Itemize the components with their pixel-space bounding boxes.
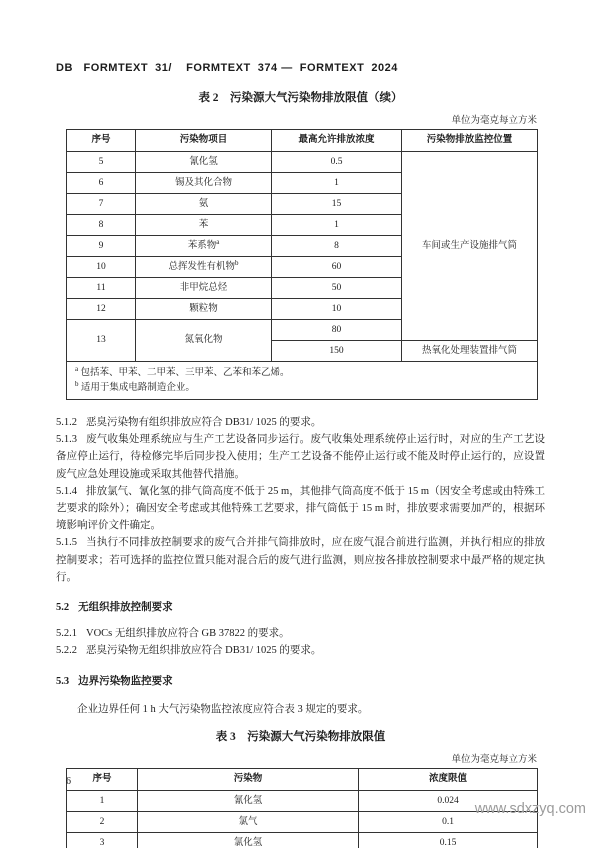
section-5-1-5: 5.1.5 当执行不同排放控制要求的废气合并排气筒排放时，应在废气混合前进行监测，并执行相应的排放控制要求；若可选择的监控位置只能对混合后的废气进行监测，则应按各排放控制要求中最严格的规定执行。 <box>56 537 545 583</box>
cell-no: 3 <box>67 833 138 848</box>
footnote-marker: a <box>216 237 220 246</box>
page-number: 6 <box>66 776 71 787</box>
cell-item: 氰化氢 <box>138 791 359 812</box>
section-heading-5-3: 5.3 边界污染物监控要求 <box>56 675 173 687</box>
section-5-3-body: 企业边界任何 1 h 大气污染物监控浓度应符合表 3 规定的要求。 <box>77 703 369 715</box>
table-row <box>67 833 538 848</box>
cell-item: 氨 <box>136 194 272 215</box>
table3-header-no: 序号 <box>67 769 138 791</box>
table3-boundary-limits <box>66 768 538 848</box>
cell-item: 苯系物$^a$ <box>136 236 272 257</box>
cell-value: 10 <box>272 299 402 320</box>
cell-no: 6 <box>67 173 136 194</box>
section-5-2-1: 5.2.1 VOCs 无组织排放应符合 GB 37822 的要求。 <box>56 628 290 640</box>
table-row <box>67 152 538 173</box>
table3-header-row <box>67 769 538 791</box>
cell-value: 150 <box>272 341 402 362</box>
table2-title: 表 2 污染源大气污染物排放限值（续） <box>198 92 403 104</box>
cell-value: 0.1 <box>359 812 538 833</box>
cell-no: 2 <box>67 812 138 833</box>
standard-number-header: DB FORMTEXT 31/ FORMTEXT 374 — FORMTEXT 2024 <box>56 62 398 74</box>
table2-header-no: 序号 <box>67 130 136 152</box>
cell-value: 1 <box>272 215 402 236</box>
section-heading-5-2: 5.2 无组织排放控制要求 <box>56 602 173 614</box>
table2-header-monitor: 污染物排放监控位置 <box>402 130 538 152</box>
table3-block <box>66 751 537 848</box>
section-5-2-2: 5.2.2 恶臭污染物无组织排放应符合 DB31/ 1025 的要求。 <box>56 645 322 657</box>
cell-item: 锡及其化合物 <box>136 173 272 194</box>
cell-monitor-thermal: 热氧化处理装置排气筒 <box>402 341 538 362</box>
table2-block <box>66 112 537 400</box>
table2-header-concentration: 最高允许排放浓度 <box>272 130 402 152</box>
cell-value: 0.024 <box>359 791 538 812</box>
footnote-marker: b <box>235 258 239 267</box>
cell-no: 12 <box>67 299 136 320</box>
page-content <box>56 62 545 848</box>
cell-no: 9 <box>67 236 136 257</box>
cell-item: 总挥发性有机物$^b$ <box>136 257 272 278</box>
cell-no: 11 <box>67 278 136 299</box>
cell-value: 80 <box>272 320 402 341</box>
footnote-marker: b <box>75 379 79 388</box>
section-5-1-4: 5.1.4 排放氯气、氰化氢的排气筒高度不低于 25 m，其他排气筒高度不低于 15 m（因安全考虑或由特殊工艺要求的除外）；确因安全考虑或其他特殊工艺要求，排气筒低于 15 m 时，排放要求需要加严的，根据环境影响评价文件确定。 <box>56 485 545 532</box>
cell-value: 8 <box>272 236 402 257</box>
body-sections <box>56 414 545 718</box>
cell-value: 1 <box>272 173 402 194</box>
cell-no: 5 <box>67 152 136 173</box>
cell-value: 0.5 <box>272 152 402 173</box>
table3-unit-note: 单位为毫克每立方米 <box>451 755 537 766</box>
table2-footnote-row <box>67 362 538 400</box>
cell-item: 苯 <box>136 215 272 236</box>
watermark: www.sdxzyq.com <box>474 801 586 817</box>
cell-value: 50 <box>272 278 402 299</box>
table3-header-item: 污染物 <box>138 769 359 791</box>
cell-item: 氮氧化物 <box>136 320 272 362</box>
table2-header-row <box>67 130 538 152</box>
footnote-b: $^b$ 适用于集成电路制造企业。 <box>75 379 195 393</box>
table2-emission-limits <box>66 129 538 400</box>
cell-item: 氯化氢 <box>138 833 359 848</box>
table2-header-item: 污染物项目 <box>136 130 272 152</box>
cell-no: 7 <box>67 194 136 215</box>
cell-value: 60 <box>272 257 402 278</box>
cell-no: 1 <box>67 791 138 812</box>
cell-item: 非甲烷总烃 <box>136 278 272 299</box>
cell-value: 0.15 <box>359 833 538 848</box>
footnote-a: $^a$ 包括苯、甲苯、二甲苯、三甲苯、乙苯和苯乙烯。 <box>75 364 290 378</box>
section-5-1-2: 5.1.2 恶臭污染物有组织排放应符合 DB31/ 1025 的要求。 <box>56 417 322 428</box>
section-5-1-3: 5.1.3 废气收集处理系统应与生产工艺设备同步运行。废气收集处理系统停止运行时，对应的生产工艺设备应停止运行，待检修完毕后同步投入使用；生产工艺设备不能停止运行或不能及时停止运行的，应设置废气应急处理设施或采取其他替代措施。 <box>56 434 545 480</box>
cell-monitor-main: 车间或生产设施排气筒 <box>402 152 538 341</box>
table3-title: 表 3 污染源大气污染物排放限值 <box>215 731 386 744</box>
cell-item: 颗粒物 <box>136 299 272 320</box>
table3-header-limit: 浓度限值 <box>359 769 538 791</box>
table2-footnotes <box>67 362 538 400</box>
table-row <box>67 812 538 833</box>
table-row <box>67 791 538 812</box>
cell-no: 13 <box>67 320 136 362</box>
cell-item: 氰化氢 <box>136 152 272 173</box>
footnote-marker: a <box>75 364 79 373</box>
cell-no: 10 <box>67 257 136 278</box>
table2-unit-note: 单位为毫克每立方米 <box>451 116 537 126</box>
cell-value: 15 <box>272 194 402 215</box>
cell-no: 8 <box>67 215 136 236</box>
cell-item: 氯气 <box>138 812 359 833</box>
